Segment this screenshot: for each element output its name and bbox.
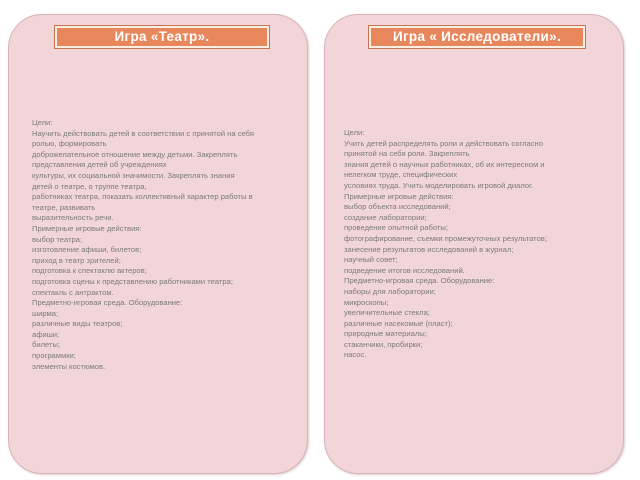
text-line: выбор объекта исследований; — [344, 202, 451, 212]
text-line: театре, развивать — [32, 202, 96, 212]
text-line: природные материалы; — [344, 329, 427, 339]
text-line: доброжелательное отношение между детьми. Закреплять — [32, 149, 238, 159]
text-line: элементы костюмов. — [32, 361, 106, 371]
text-line: принятой на себя роли. Закреплять — [344, 149, 470, 159]
text-line: микроскопы; — [344, 297, 389, 307]
text-line: афиши; — [32, 329, 60, 339]
theater-game-description — [32, 118, 302, 372]
text-line: фотографирование, съемки промежуточных результатов; — [344, 233, 547, 243]
text-line: проведение опытной работы; — [344, 223, 448, 233]
text-line: выразительность речи. — [32, 213, 114, 223]
text-line: увеличительные стекла; — [344, 308, 430, 318]
text-line: нелегком труде, специфических — [344, 170, 458, 180]
text-line: различные насекомые (пласт); — [344, 318, 453, 328]
text-line: подготовка сцены к представлению работниками театра; — [32, 276, 233, 286]
text-line: Примерные игровые действия: — [32, 223, 142, 233]
text-line: стаканчики, пробирки; — [344, 339, 423, 349]
text-line: выбор театра; — [32, 234, 83, 244]
researchers-game-description — [344, 128, 616, 361]
text-line: работниках театра, показать коллективный характер работы в — [32, 192, 253, 202]
text-line: занесение результатов исследований в журнал; — [344, 244, 514, 254]
text-line: Учить детей распределять роли и действовать согласно — [344, 138, 543, 148]
text-line: ширма; — [32, 308, 59, 318]
text-line: детей о театре, о труппе театра, — [32, 181, 147, 191]
text-line: наборы для лаборатории; — [344, 286, 436, 296]
text-line: приход в театр зрителей; — [32, 255, 121, 265]
text-line: Цели: — [32, 118, 53, 127]
text-line: насос. — [344, 350, 367, 360]
text-line: представления детей об учреждениях — [32, 160, 167, 170]
text-line: Научить действовать детей в соответствии с принятой на себя — [32, 128, 254, 138]
text-line: знания детей о научных работниках, об их интересном и — [344, 159, 545, 169]
text-line: культуры, их социальной значимости. Закреплять знания — [32, 170, 235, 180]
text-line: Предметно-игровая среда. Оборудование: — [32, 298, 183, 308]
theater-game-title: Игра «Театр». — [55, 26, 269, 48]
researchers-game-card — [324, 14, 624, 474]
text-line: подведение итогов исследований. — [344, 265, 465, 275]
text-line: Цели: — [344, 128, 365, 137]
text-line: билеты; — [32, 340, 61, 350]
text-line: создание лаборатории; — [344, 212, 427, 222]
text-line: условиях труда. Учить моделировать игровой диалог. — [344, 180, 534, 190]
text-line: программки; — [32, 351, 76, 361]
text-line: научный совет; — [344, 255, 398, 265]
text-line: ролью, формировать — [32, 139, 107, 149]
text-line: различные виды театров; — [32, 319, 123, 329]
text-line: подготовка к спектаклю актеров; — [32, 266, 147, 276]
text-line: Примерные игровые действия: — [344, 191, 454, 201]
researchers-game-title: Игра « Исследователи». — [369, 26, 585, 48]
text-line: изготовление афиши, билетов; — [32, 245, 142, 255]
text-line: Предметно-игровая среда. Оборудование: — [344, 276, 495, 286]
theater-game-card — [8, 14, 308, 474]
text-line: спектакль с антрактом. — [32, 287, 114, 297]
